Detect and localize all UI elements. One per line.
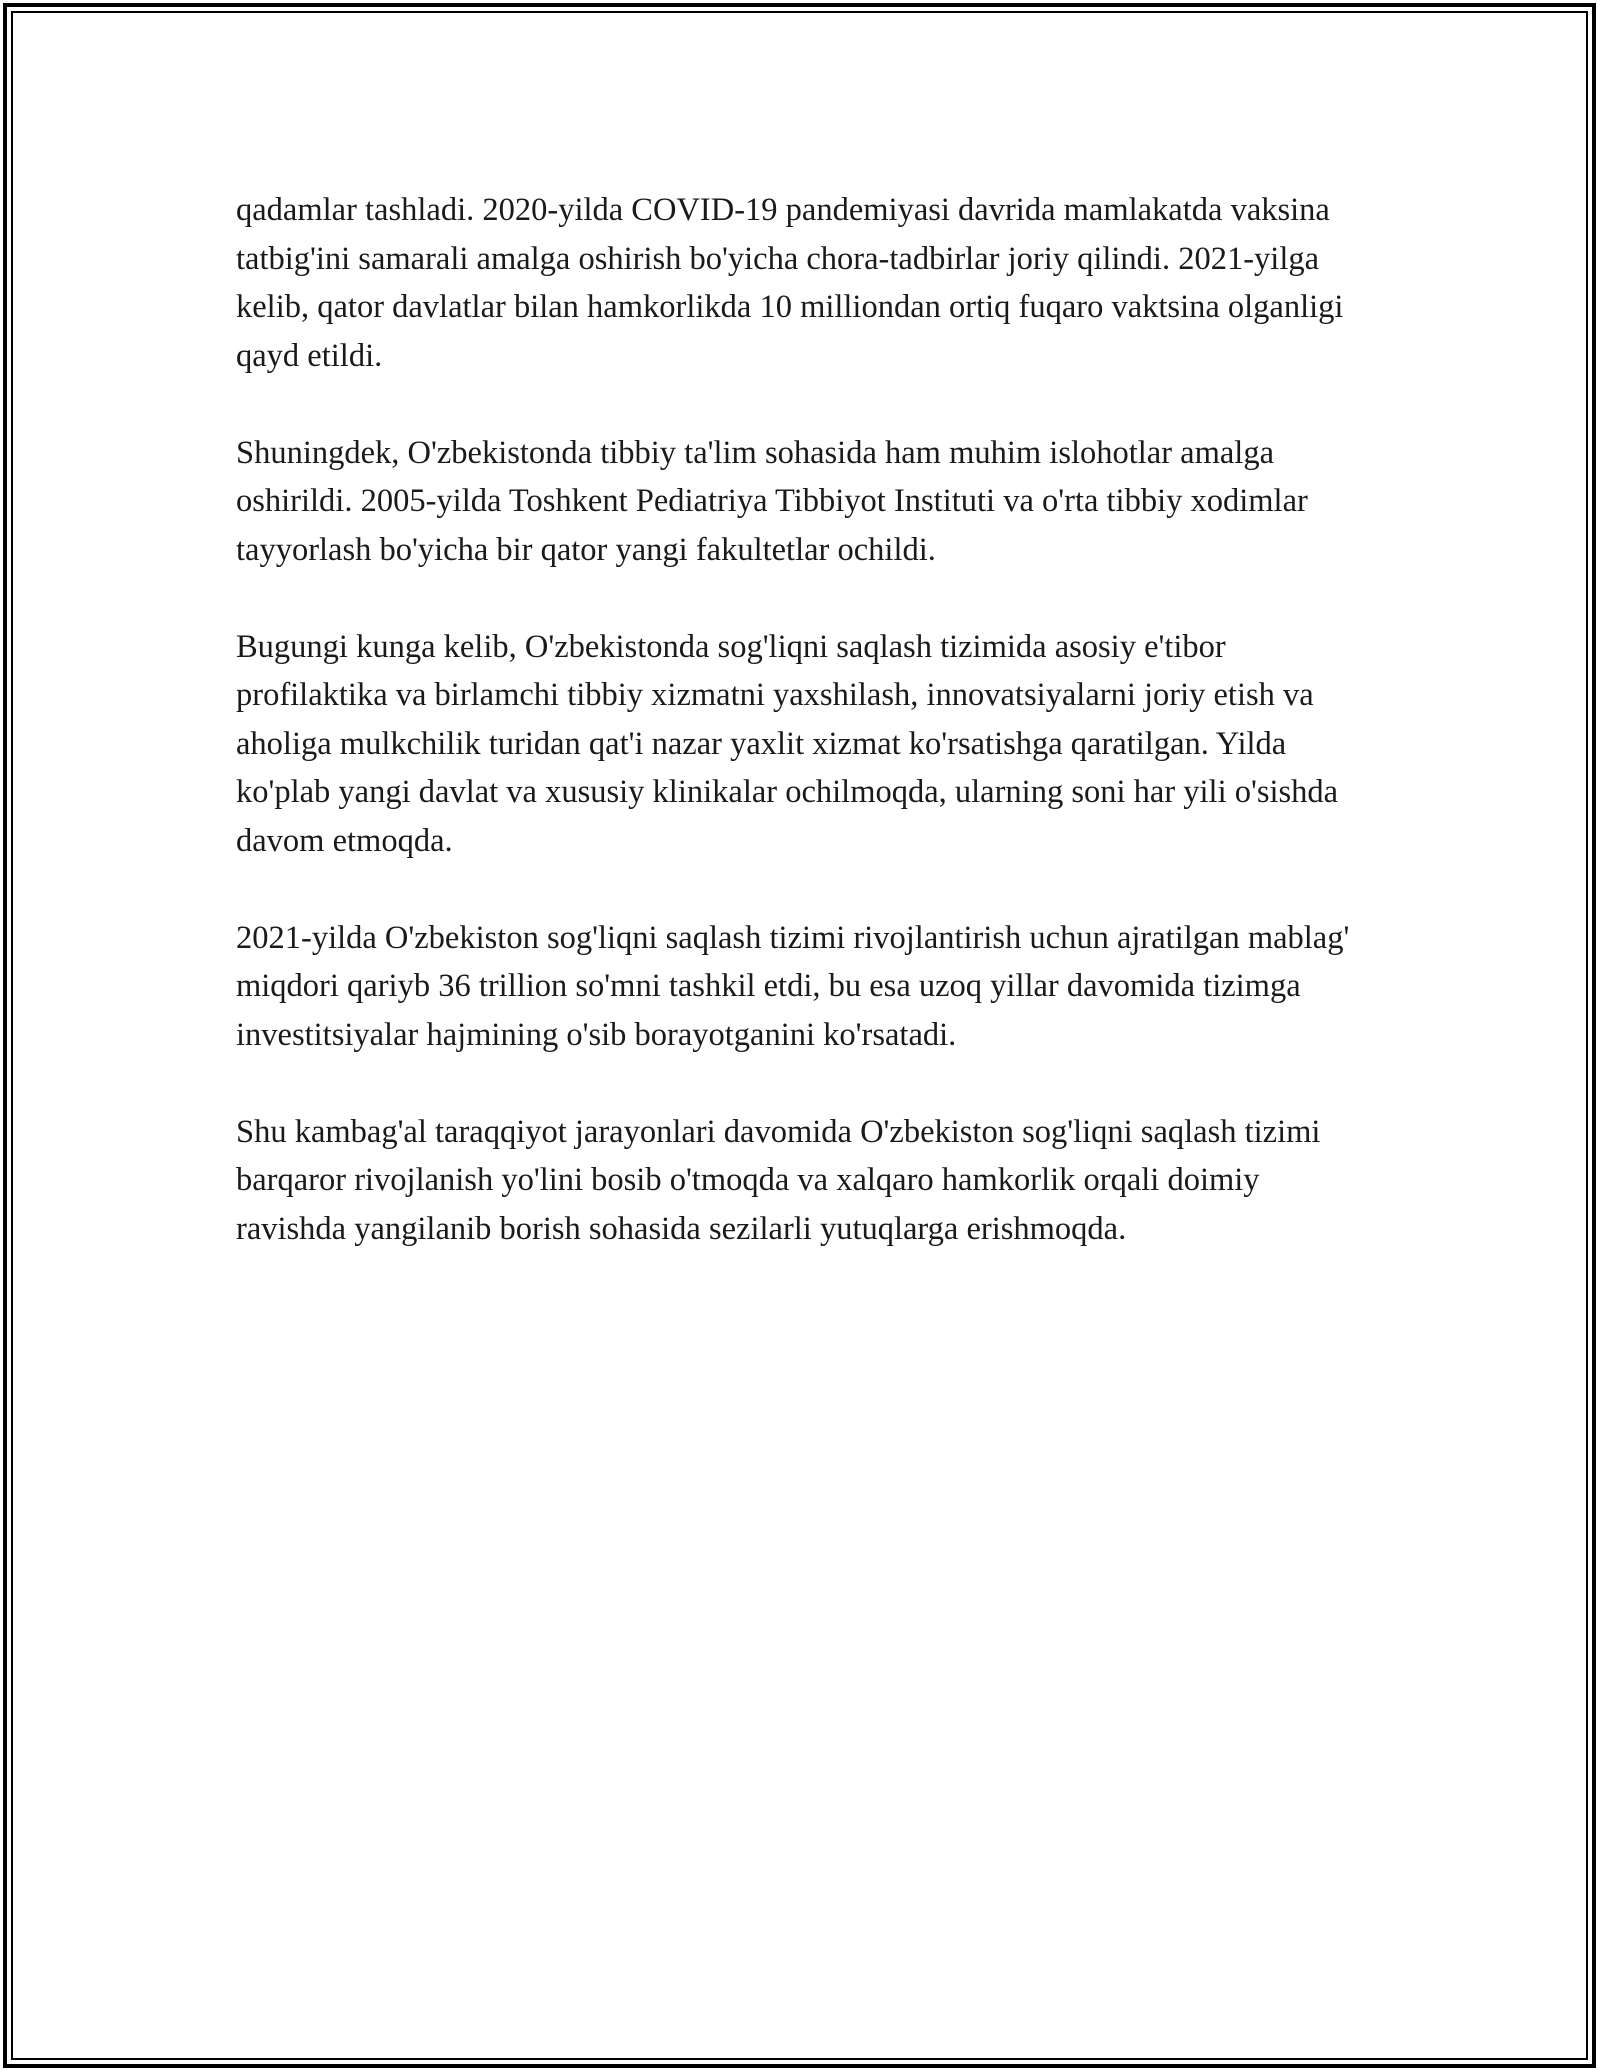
document-body: [236, 186, 1376, 1302]
paragraph-vaccination: qadamlar tashladi. 2020-yilda COVID-19 pandemiyasi davrida mamlakatda vaksina tatbig'ini samarali amalga oshirish bo'yicha chora-tadbirlar joriy qilindi. 2021-yilga kelib, qator davlatlar bilan hamkorlikda 10 milliondan ortiq fuqaro vaktsina olganligi qayd etildi.: [236, 192, 1344, 374]
paragraph-funding: 2021-yilda O'zbekiston sog'liqni saqlash tizimi rivojlantirish uchun ajratilgan mablag' miqdori qariyb 36 trillion so'mni tashkil etdi, bu esa uzoq yillar davomida tizimga investitsiyalar hajmining o'sib borayotganini ko'rsatadi.: [236, 919, 1350, 1053]
paragraph-conclusion: Shu kambag'al taraqqiyot jarayonlari davomida O'zbekiston sog'liqni saqlash tizimi barqaror rivojlanish yo'lini bosib o'tmoqda va xalqaro hamkorlik orqali doimiy ravishda yangilanib borish sohasida sezilarli yutuqlarga erishmoqda.: [236, 1113, 1321, 1247]
paragraph-medical-education: Shuningdek, O'zbekistonda tibbiy ta'lim sohasida ham muhim islohotlar amalga oshirildi. 2005-yilda Toshkent Pediatriya Tibbiyot Instituti va o'rta tibbiy xodimlar tayyorlash bo'yicha bir qator yangi fakultetlar ochildi.: [236, 434, 1308, 568]
paragraph-current-priorities: Bugungi kunga kelib, O'zbekistonda sog'liqni saqlash tizimida asosiy e'tibor profilaktika va birlamchi tibbiy xizmatni yaxshilash, innovatsiyalarni joriy etish va aholiga mulkchilik turidan qat'i nazar yaxlit xizmat ko'rsatishga qaratilgan. Yilda ko'plab yangi davlat va xususiy klinikalar ochilmoqda, ularning soni har yili o'sishda davom etmoqda.: [236, 628, 1339, 859]
